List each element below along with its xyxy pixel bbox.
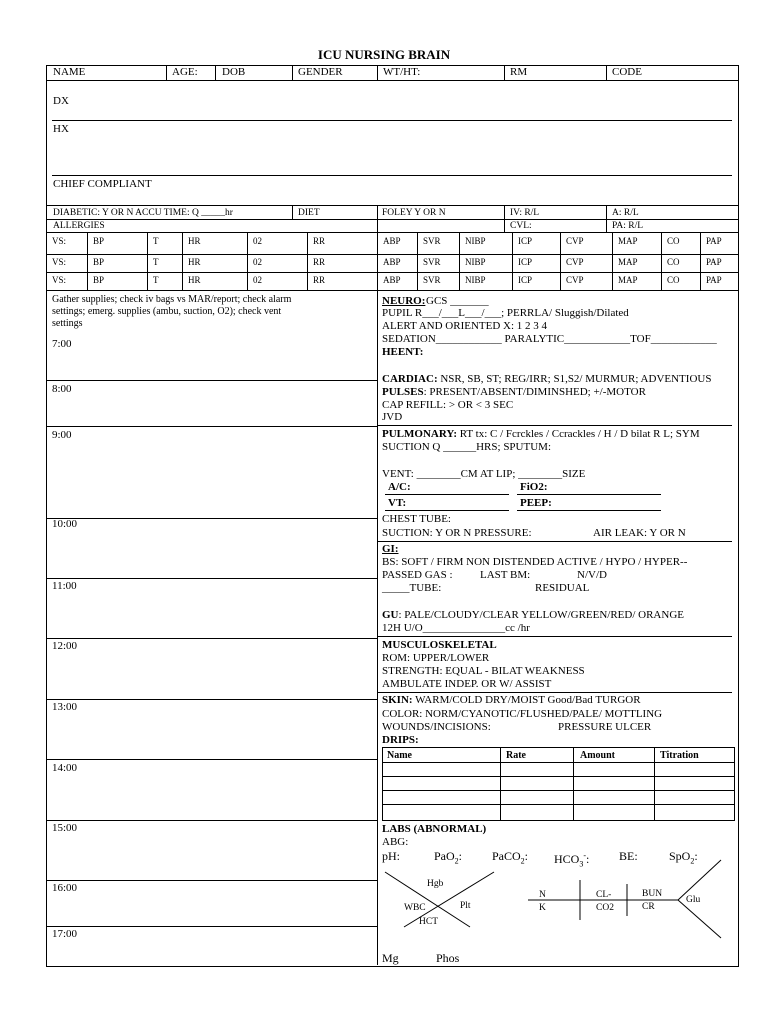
pao2-text: PaO — [434, 849, 455, 863]
drips-header-titration: Titration — [660, 750, 699, 761]
pulses-options: : PRESENT/ABSENT/DIMINSHED; +/-MOTOR — [423, 386, 646, 398]
room-field[interactable]: RM — [510, 66, 528, 78]
pulmonary-label: PULMONARY: — [382, 428, 457, 440]
vitals-row-2-bp[interactable]: BP — [93, 257, 105, 267]
pulses-line[interactable] — [382, 386, 646, 398]
name-field[interactable]: NAME — [53, 66, 86, 78]
plt-label: Plt — [460, 901, 471, 911]
hgb-label: Hgb — [427, 879, 444, 889]
bowel-sounds-line[interactable]: BS: SOFT / FIRM NON DISTENDED ACTIVE / HYPO / HYPER-- — [382, 556, 688, 568]
dx-field[interactable]: DX — [53, 95, 69, 107]
spo2-colon: : — [694, 849, 698, 863]
code-field[interactable]: CODE — [612, 66, 642, 78]
spo2-subscript: 2 — [690, 856, 695, 866]
vitals-row-1-02[interactable]: 02 — [253, 236, 262, 246]
phos-field[interactable]: Phos — [436, 951, 460, 965]
cbc-line-2 — [404, 872, 494, 927]
wtht-field[interactable]: WT/HT: — [383, 66, 421, 78]
age-field[interactable]: AGE: — [172, 66, 198, 78]
vitals-row-1-hr[interactable]: HR — [188, 236, 201, 246]
pao2-field[interactable] — [434, 850, 462, 867]
vitals-row-1-nibp[interactable]: NIBP — [465, 236, 486, 246]
paco2-field[interactable] — [492, 850, 528, 867]
neuro-label: NEURO: — [382, 295, 426, 307]
skin-options: WARM/COLD DRY/MOIST Good/Bad TURGOR — [415, 694, 641, 706]
gu-options: : PALE/CLOUDY/CLEAR YELLOW/GREEN/RED/ ORANGE — [398, 609, 684, 621]
k-label: K — [539, 903, 546, 913]
vitals-row-3-02[interactable]: 02 — [253, 275, 262, 285]
jvd-line[interactable]: JVD — [382, 411, 403, 423]
last-bm-line[interactable]: LAST BM: — [480, 569, 531, 581]
ambulate-line[interactable]: AMBULATE INDEP. OR W/ ASSIST — [382, 678, 552, 690]
vitals-row-3-vs[interactable]: VS: — [52, 275, 67, 285]
vitals-row-1-vs[interactable]: VS: — [52, 236, 67, 246]
vitals-row-2-nibp[interactable]: NIBP — [465, 257, 486, 267]
skin-line[interactable] — [382, 694, 641, 706]
cardiac-line[interactable] — [382, 373, 711, 385]
residual-line[interactable]: RESIDUAL — [535, 582, 590, 594]
vent-line[interactable]: VENT: ________CM AT LIP; ________SIZE — [382, 468, 586, 480]
vitals-row-3-co[interactable]: CO — [667, 275, 680, 285]
labs-label: LABS (ABNORMAL) — [382, 823, 487, 835]
passed-gas-line[interactable]: PASSED GAS : — [382, 569, 453, 581]
cvl-field[interactable]: CVL: — [510, 221, 532, 231]
vitals-row-1-co[interactable]: CO — [667, 236, 680, 246]
hct-label: HCT — [419, 917, 438, 927]
vitals-row-1-rr[interactable]: RR — [313, 236, 326, 246]
vitals-row-1-abp[interactable]: ABP — [383, 236, 401, 246]
gi-label: GI: — [382, 543, 399, 555]
vitals-row-1-map[interactable]: MAP — [618, 236, 638, 246]
time-slot-1300[interactable]: 13:00 — [52, 701, 78, 713]
na-label: N — [539, 890, 546, 900]
vitals-row-2-02[interactable]: 02 — [253, 257, 262, 267]
vitals-row-3-icp[interactable]: ICP — [518, 275, 533, 285]
vt-label[interactable]: VT: — [388, 497, 407, 509]
pao2-subscript: 2 — [454, 856, 459, 866]
drips-header-amount: Amount — [580, 750, 616, 761]
hx-field[interactable]: HX — [53, 123, 69, 135]
time-slot-700[interactable]: 7:00 — [52, 338, 72, 350]
vitals-row-2-hr[interactable]: HR — [188, 257, 201, 267]
fio2-label[interactable]: FiO2: — [520, 481, 548, 493]
alert-line[interactable]: ALERT AND ORIENTED X: 1 2 3 4 — [382, 320, 548, 332]
hco3-superscript: - — [583, 851, 587, 860]
gender-field[interactable]: GENDER — [298, 66, 343, 78]
pao2-colon: : — [458, 849, 463, 863]
drips-label: DRIPS: — [382, 734, 419, 746]
musculoskeletal-label: MUSCULOSKELETAL — [382, 639, 497, 651]
vitals-row-2-co[interactable]: CO — [667, 257, 680, 267]
vitals-row-2-map[interactable]: MAP — [618, 257, 638, 267]
pulses-label: PULSES — [382, 386, 424, 398]
wounds-line[interactable]: WOUNDS/INCISIONS: — [382, 721, 491, 733]
time-slot-1200[interactable]: 12:00 — [52, 640, 78, 652]
hco3-subscript: 3 — [579, 859, 584, 869]
vitals-row-1-icp[interactable]: ICP — [518, 236, 533, 246]
vitals-row-3-abp[interactable]: ABP — [383, 275, 401, 285]
intro-line-3: settings — [52, 318, 83, 329]
dob-field[interactable]: DOB — [222, 66, 246, 78]
paco2-subscript: 2 — [520, 856, 525, 866]
drips-header-name: Name — [387, 750, 412, 761]
diabetic-field[interactable]: DIABETIC: Y OR N ACCU TIME: Q _____hr — [53, 208, 233, 218]
time-slot-1600[interactable]: 16:00 — [52, 882, 78, 894]
vitals-row-1-cvp[interactable]: CVP — [566, 236, 584, 246]
vitals-row-3-t[interactable]: T — [153, 275, 159, 285]
vitals-row-2-rr[interactable]: RR — [313, 257, 326, 267]
cl-label: CL- — [596, 890, 612, 900]
diet-field[interactable]: DIET — [298, 208, 320, 218]
vitals-row-2-cvp[interactable]: CVP — [566, 257, 584, 267]
paco2-colon: : — [524, 849, 529, 863]
time-slot-1400[interactable]: 14:00 — [52, 762, 78, 774]
time-slot-800[interactable]: 8:00 — [52, 383, 72, 395]
pulmonary-line[interactable] — [382, 428, 700, 440]
strength-line[interactable]: STRENGTH: EQUAL - BILAT WEAKNESS — [382, 665, 585, 677]
page-title: ICU NURSING BRAIN — [317, 47, 451, 62]
nvd-line[interactable]: N/V/D — [577, 569, 607, 581]
drips-header-rate: Rate — [506, 750, 526, 761]
gu-line[interactable] — [382, 609, 684, 621]
air-leak-line[interactable]: AIR LEAK: Y OR N — [593, 527, 686, 539]
vitals-row-2-t[interactable]: T — [153, 257, 159, 267]
allergies-field[interactable]: ALLERGIES — [53, 221, 105, 231]
ct-suction-line[interactable]: SUCTION: Y OR N PRESSURE: — [382, 527, 532, 539]
be-field[interactable]: BE: — [619, 849, 638, 863]
wbc-label: WBC — [404, 903, 426, 913]
vitals-row-2-icp[interactable]: ICP — [518, 257, 533, 267]
tube-line[interactable]: _____TUBE: — [382, 582, 442, 594]
intro-line-2: settings; emerg. supplies (ambu, suction, O2); check vent — [52, 306, 282, 317]
vitals-row-2-svr[interactable]: SVR — [423, 257, 441, 267]
co2-label: CO2 — [596, 903, 614, 913]
skin-label: SKIN: — [382, 694, 413, 706]
foley-field[interactable]: FOLEY Y OR N — [382, 208, 446, 218]
bun-label: BUN — [642, 889, 663, 899]
sedation-line[interactable]: SEDATION____________ PARALYTIC____________TOF____________ — [382, 333, 717, 345]
urine-output-line[interactable]: 12H U/O_______________cc /hr — [382, 622, 530, 634]
pressure-ulcer-line[interactable]: PRESSURE ULCER — [558, 721, 652, 733]
vitals-row-2-vs[interactable]: VS: — [52, 257, 67, 267]
gu-label: GU — [382, 609, 399, 621]
vitals-row-3-svr[interactable]: SVR — [423, 275, 441, 285]
vitals-row-3-hr[interactable]: HR — [188, 275, 201, 285]
time-slot-1100[interactable]: 11:00 — [52, 580, 77, 592]
vitals-row-3-nibp[interactable]: NIBP — [465, 275, 486, 285]
heent-label[interactable]: HEENT: — [382, 346, 424, 358]
arterial-field[interactable]: A: R/L — [612, 208, 639, 218]
neuro-gcs[interactable]: GCS _______ — [426, 295, 489, 307]
vitals-row-1-pap[interactable]: PAP — [706, 236, 722, 246]
rom-line[interactable]: ROM: UPPER/LOWER — [382, 652, 490, 664]
chief-complaint-field[interactable]: CHIEF COMPLIANT — [53, 178, 152, 190]
time-slot-900[interactable]: 9:00 — [52, 429, 72, 441]
time-slot-1700[interactable]: 17:00 — [52, 928, 78, 940]
cap-refill-line[interactable]: CAP REFILL: > OR < 3 SEC — [382, 399, 514, 411]
chest-tube-line[interactable]: CHEST TUBE: — [382, 513, 451, 525]
glu-label: Glu — [686, 895, 701, 905]
pulmonary-options: RT tx: C / Fcrckles / Ccrackles / H / D bilat R L; SYM — [459, 428, 700, 440]
vitals-row-2-abp[interactable]: ABP — [383, 257, 401, 267]
suction-line[interactable]: SUCTION Q ______HRS; SPUTUM: — [382, 441, 551, 453]
pupil-line[interactable]: PUPIL R___/___L___/___; PERRLA/ Sluggish/Dilated — [382, 307, 629, 319]
ph-field[interactable]: pH: — [382, 849, 400, 863]
peep-label[interactable]: PEEP: — [520, 497, 552, 509]
cardiac-label: CARDIAC: — [382, 373, 438, 385]
mg-field[interactable]: Mg — [382, 951, 399, 965]
vitals-row-3-rr[interactable]: RR — [313, 275, 326, 285]
hco3-text: HCO — [554, 852, 580, 866]
color-line[interactable]: COLOR: NORM/CYANOTIC/FLUSHED/PALE/ MOTTLING — [382, 708, 663, 720]
pa-field[interactable]: PA: R/L — [612, 221, 644, 231]
vitals-row-2-pap[interactable]: PAP — [706, 257, 722, 267]
cr-label: CR — [642, 902, 655, 912]
vitals-row-1-svr[interactable]: SVR — [423, 236, 441, 246]
spo2-text: SpO — [669, 849, 691, 863]
intro-line-1: Gather supplies; check iv bags vs MAR/report; check alarm — [52, 294, 292, 305]
paco2-text: PaCO — [492, 849, 521, 863]
iv-field[interactable]: IV: R/L — [510, 208, 540, 218]
abg-label: ABG: — [382, 836, 409, 848]
cardiac-options: NSR, SB, ST; REG/IRR; S1,S2/ MURMUR; ADVENTIOUS — [440, 373, 712, 385]
vitals-row-3-cvp[interactable]: CVP — [566, 275, 584, 285]
ac-label[interactable]: A/C: — [388, 481, 411, 493]
vitals-row-3-map[interactable]: MAP — [618, 275, 638, 285]
time-slot-1000[interactable]: 10:00 — [52, 518, 78, 530]
time-slot-1500[interactable]: 15:00 — [52, 822, 78, 834]
vitals-row-1-t[interactable]: T — [153, 236, 159, 246]
hco3-colon: : — [586, 852, 590, 866]
vitals-row-3-bp[interactable]: BP — [93, 275, 105, 285]
vitals-row-1-bp[interactable]: BP — [93, 236, 105, 246]
vitals-row-3-pap[interactable]: PAP — [706, 275, 722, 285]
